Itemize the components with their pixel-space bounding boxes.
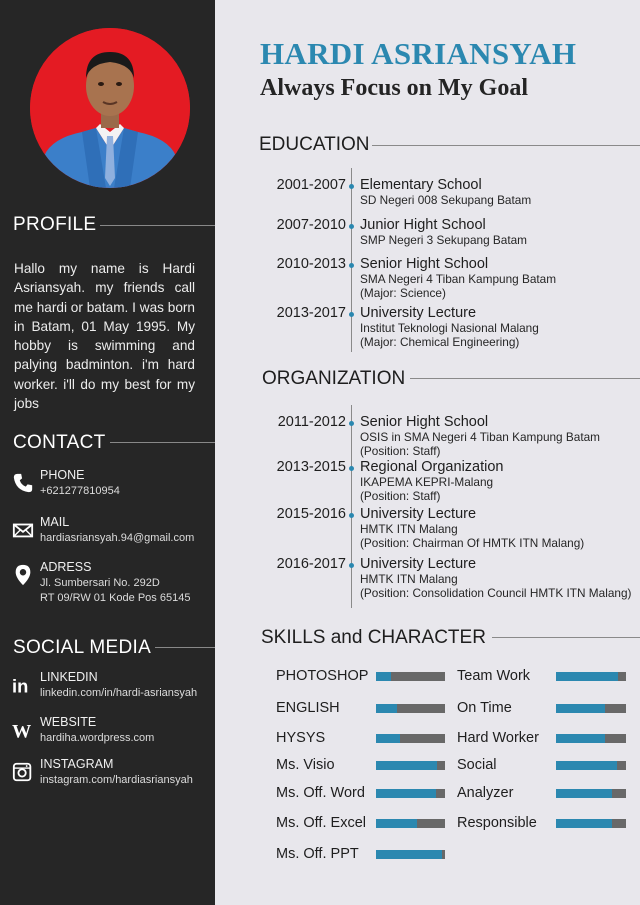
organization-title: Regional Organization <box>360 459 504 475</box>
linkedin-icon <box>12 674 34 696</box>
skill-name: Ms. Off. PPT <box>276 846 359 862</box>
contact-phone <box>12 468 212 504</box>
skill-bar <box>376 761 445 770</box>
skill-bar-fill <box>376 704 397 713</box>
skill-name: Analyzer <box>457 785 514 801</box>
organization-detail: OSIS in SMA Negeri 4 Tiban Kampung Batam <box>360 430 600 444</box>
profile-divider <box>100 225 215 226</box>
organization-title: Senior Hight School <box>360 414 489 430</box>
skill-name: Social <box>457 757 497 773</box>
phone-value[interactable]: +621277810954 <box>40 485 120 497</box>
contact-address <box>12 560 212 610</box>
skill-name: Team Work <box>457 668 531 684</box>
education-detail: SD Negeri 008 Sekupang Batam <box>360 193 532 207</box>
skill-name: Ms. Off. Excel <box>276 815 366 831</box>
education-detail: SMA Negeri 4 Tiban Kampung Batam <box>360 272 557 286</box>
organization-timeline-line <box>351 405 352 608</box>
skill-bar <box>376 819 445 828</box>
skill-bar-fill <box>556 789 612 798</box>
mail-value[interactable]: hardiasriansyah.94@gmail.com <box>40 532 195 544</box>
profile-photo <box>30 28 190 188</box>
education-title: University Lecture <box>360 305 477 321</box>
address-label: ADRESS <box>40 560 92 574</box>
address-line-2: RT 09/RW 01 Kode Pos 65145 <box>40 592 191 604</box>
education-detail: (Major: Chemical Engineering) <box>360 335 520 349</box>
organization-detail: (Position: Chairman Of HMTK ITN Malang) <box>360 536 585 550</box>
education-timeline-dot <box>349 184 354 189</box>
organization-detail: (Position: Staff) <box>360 489 441 503</box>
education-detail: SMP Negeri 3 Sekupang Batam <box>360 233 527 247</box>
education-divider <box>372 145 640 146</box>
website-label: WEBSITE <box>40 715 97 729</box>
linkedin-label: LINKEDIN <box>40 670 98 684</box>
portrait-illustration <box>30 28 190 188</box>
instagram-value[interactable]: instagram.com/hardiasriansyah <box>40 774 193 786</box>
organization-years: 2011-2012 <box>277 414 346 430</box>
tagline: Always Focus on My Goal <box>260 75 529 101</box>
education-title: Senior Hight School <box>360 256 489 272</box>
skill-name: Ms. Visio <box>276 757 335 773</box>
sidebar <box>0 0 215 905</box>
skill-bar-fill <box>556 704 605 713</box>
organization-title: University Lecture <box>360 556 477 572</box>
address-line-1: Jl. Sumbersari No. 292D <box>40 577 160 589</box>
contact-divider <box>110 442 215 443</box>
skill-bar <box>556 734 626 743</box>
phone-icon <box>12 472 34 494</box>
skill-name: HYSYS <box>276 730 326 746</box>
education-timeline-dot <box>349 312 354 317</box>
skill-bar-fill <box>376 850 442 859</box>
phone-label: PHONE <box>40 468 85 482</box>
skill-bar <box>556 819 626 828</box>
organization-timeline-dot <box>349 563 354 568</box>
profile-text: Hallo my name is Hardi Asriansyah. my friends call me hardi or batam. I was born in Batam, 01 May 1995. My hobby is swimming and palying badminton. i'm hard worker. i'll do my best for my jobs <box>14 261 195 412</box>
website-value[interactable]: hardiha.wordpress.com <box>40 732 155 744</box>
mail-label: MAIL <box>40 515 70 529</box>
social-website <box>12 715 212 751</box>
skill-bar-fill <box>556 819 612 828</box>
education-years: 2007-2010 <box>276 217 346 233</box>
wordpress-icon <box>12 719 34 741</box>
organization-heading: ORGANIZATION <box>262 368 406 389</box>
social-divider <box>155 647 215 648</box>
instagram-label: INSTAGRAM <box>40 757 114 771</box>
skill-bar <box>556 761 626 770</box>
location-pin-icon <box>12 564 34 586</box>
svg-text:W: W <box>12 721 32 741</box>
skill-bar <box>376 850 445 859</box>
education-title: Junior Hight School <box>360 217 486 233</box>
instagram-icon <box>12 761 34 783</box>
skill-bar <box>376 734 445 743</box>
education-years: 2001-2007 <box>276 177 346 193</box>
organization-detail: (Position: Staff) <box>360 444 441 458</box>
skills-heading: SKILLS and CHARACTER <box>261 627 486 648</box>
linkedin-value[interactable]: linkedin.com/in/hardi-asriansyah <box>40 687 198 699</box>
skill-name: ENGLISH <box>276 700 340 716</box>
skill-name: Hard Worker <box>457 730 539 746</box>
education-title: Elementary School <box>360 177 482 193</box>
skill-name: Ms. Off. Word <box>276 785 365 801</box>
skills-divider <box>492 637 640 638</box>
skill-bar-fill <box>376 789 436 798</box>
skill-bar-fill <box>376 819 417 828</box>
skill-bar <box>376 789 445 798</box>
full-name: HARDI ASRIANSYAH <box>260 36 577 71</box>
social-heading: SOCIAL MEDIA <box>13 637 152 658</box>
education-timeline-dot <box>349 224 354 229</box>
skill-bar <box>376 672 445 681</box>
organization-detail: (Position: Consolidation Council HMTK ITN Malang) <box>360 586 632 600</box>
education-years: 2013-2017 <box>276 305 346 321</box>
organization-title: University Lecture <box>360 506 477 522</box>
skill-bar-fill <box>376 761 437 770</box>
education-detail: (Major: Science) <box>360 286 446 300</box>
education-detail: Institut Teknologi Nasional Malang <box>360 321 539 335</box>
skill-bar-fill <box>556 761 617 770</box>
skill-name: PHOTOSHOP <box>276 668 369 684</box>
profile-heading: PROFILE <box>13 214 97 235</box>
education-timeline-line <box>351 168 352 352</box>
skill-name: Responsible <box>457 815 537 831</box>
skill-bar-fill <box>376 734 400 743</box>
svg-text:in: in <box>12 675 29 696</box>
organization-years: 2016-2017 <box>276 556 346 572</box>
organization-divider <box>410 378 640 379</box>
contact-mail <box>12 515 212 551</box>
organization-years: 2013-2015 <box>276 459 346 475</box>
contact-heading: CONTACT <box>13 432 106 453</box>
mail-icon <box>12 519 34 541</box>
skill-bar-fill <box>556 734 605 743</box>
organization-timeline-dot <box>349 513 354 518</box>
skill-bar <box>556 789 626 798</box>
organization-detail: HMTK ITN Malang <box>360 572 458 586</box>
education-heading: EDUCATION <box>259 134 370 155</box>
organization-detail: HMTK ITN Malang <box>360 522 458 536</box>
social-instagram <box>12 757 212 793</box>
skill-name: On Time <box>457 700 512 716</box>
organization-timeline-dot <box>349 466 354 471</box>
skill-bar <box>376 704 445 713</box>
skill-bar <box>556 672 626 681</box>
skill-bar <box>556 704 626 713</box>
organization-timeline-dot <box>349 421 354 426</box>
skill-bar-fill <box>556 672 618 681</box>
social-linkedin <box>12 670 212 706</box>
education-timeline-dot <box>349 263 354 268</box>
education-years: 2010-2013 <box>276 256 346 272</box>
skill-bar-fill <box>376 672 391 681</box>
organization-detail: IKAPEMA KEPRI-Malang <box>360 475 494 489</box>
organization-years: 2015-2016 <box>276 506 346 522</box>
